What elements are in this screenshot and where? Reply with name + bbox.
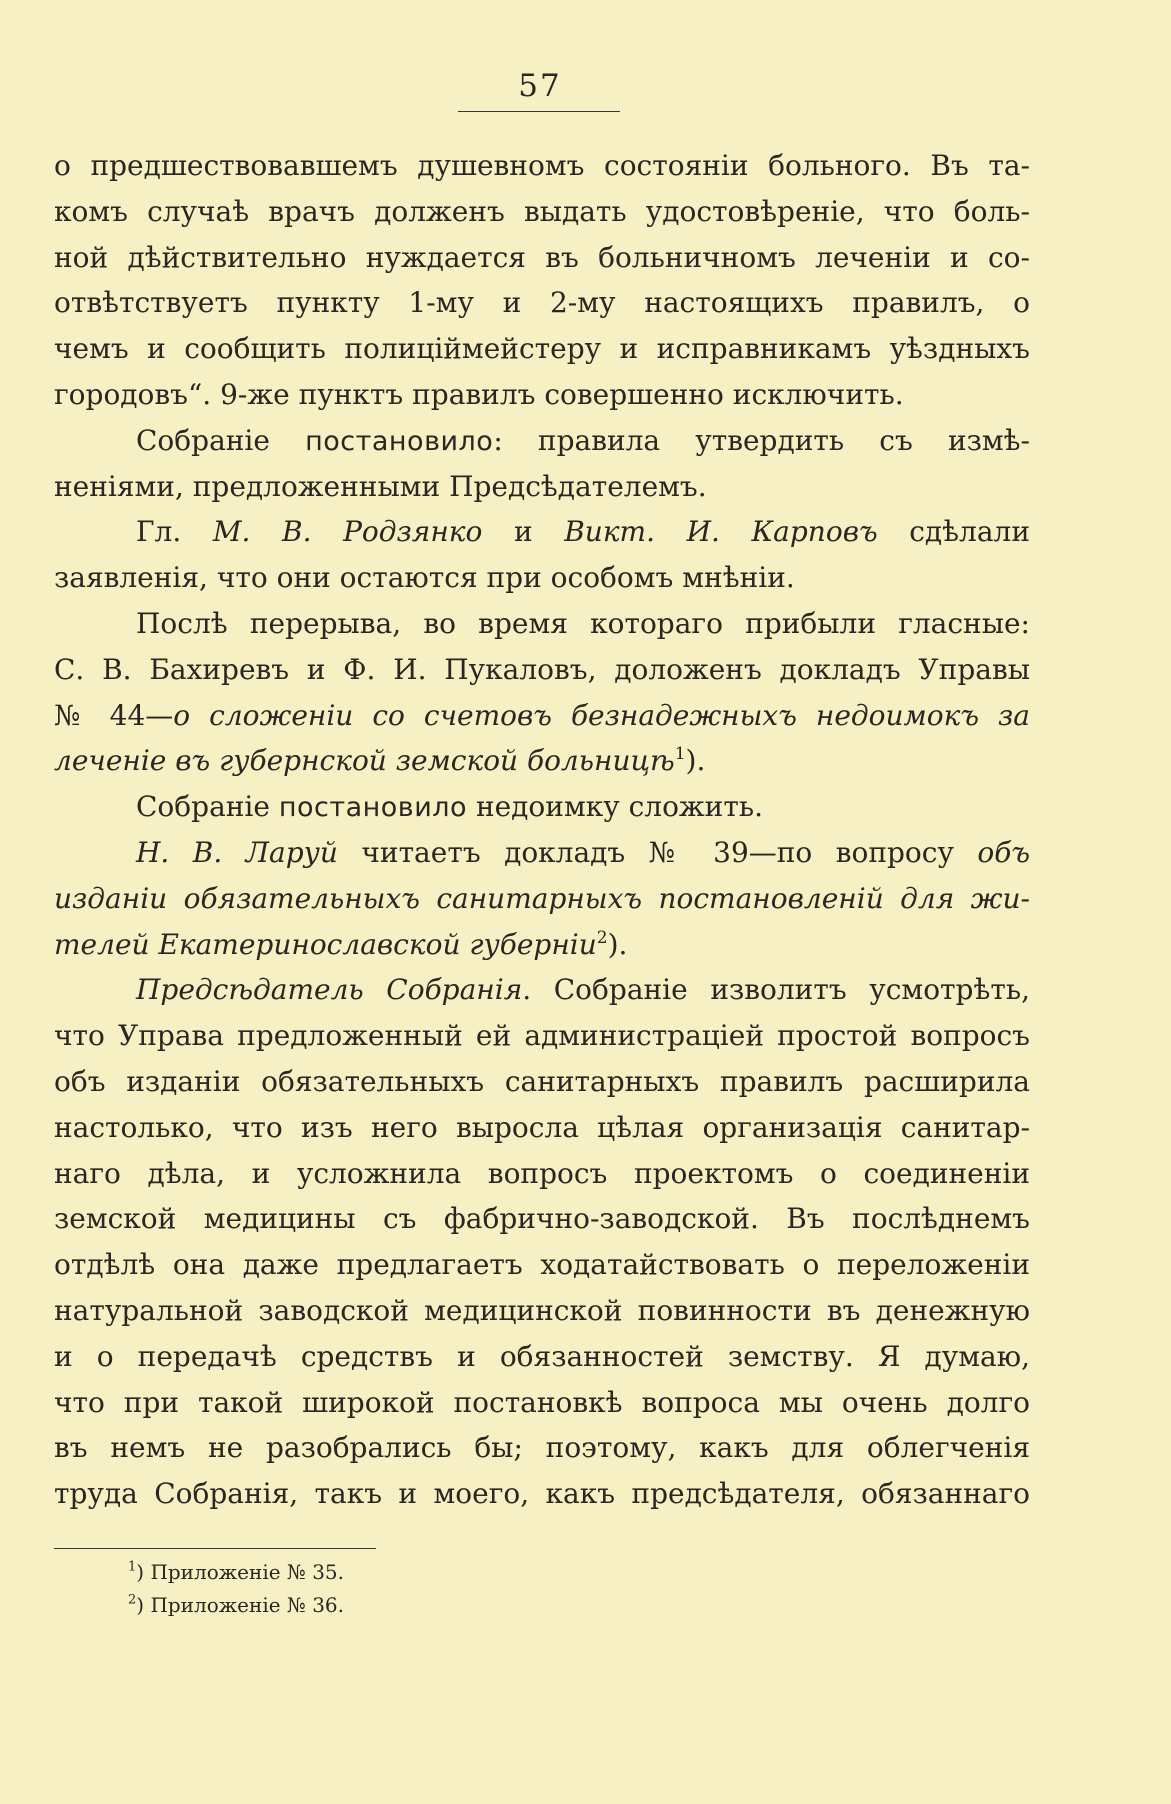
text-segment: земской медицины съ фабрично-заводской. Въ послѣднемъ	[54, 1202, 1030, 1236]
text-segment: отвѣтствуетъ пункту 1-му и 2-му настоящихъ правилъ, о	[54, 286, 1030, 320]
text-segment: въ немъ не разобрались бы; поэтому, какъ для облегченія	[54, 1431, 1030, 1465]
text-line	[54, 1288, 1030, 1334]
text-segment: : правила утвердить съ измѣ-	[493, 423, 1030, 457]
text-line	[54, 1196, 1030, 1242]
footnote	[128, 1589, 344, 1622]
text-line	[54, 1334, 1030, 1380]
footnotes	[128, 1556, 344, 1622]
text-line	[54, 922, 1030, 968]
text-line	[54, 1105, 1030, 1151]
text-segment: отдѣлѣ она даже предлагаетъ ходатайствовать о переложеніи	[54, 1248, 1030, 1282]
text-line	[54, 830, 1030, 876]
footnote-reference: 1	[674, 744, 686, 765]
text-segment: заявленія, что они остаются при особомъ мнѣніи.	[54, 561, 795, 595]
footnote-mark: 2	[128, 1592, 137, 1608]
text-segment: ).	[685, 744, 706, 778]
footnote	[128, 1556, 344, 1589]
text-segment: леченіе въ губернской земской больницѣ	[54, 744, 675, 778]
text-segment: ).	[607, 927, 628, 961]
text-segment: постановило	[278, 792, 468, 824]
text-line	[54, 280, 1030, 326]
text-line	[54, 647, 1030, 693]
text-segment: и	[482, 515, 565, 549]
text-line	[54, 1013, 1030, 1059]
text-line	[54, 1242, 1030, 1288]
text-line	[54, 1425, 1030, 1471]
text-line	[54, 464, 1030, 510]
footnote-separator	[54, 1548, 376, 1549]
text-line	[54, 1471, 1030, 1517]
text-line	[54, 372, 1030, 418]
text-segment: комъ случаѣ врачъ долженъ выдать удостовѣреніе, что боль-	[54, 194, 1030, 228]
text-line	[54, 693, 1030, 739]
text-segment: постановило	[305, 425, 494, 457]
text-segment: Собраніе	[136, 423, 306, 457]
text-segment: Собраніе	[136, 790, 279, 824]
text-line	[54, 1380, 1030, 1426]
text-line	[54, 235, 1030, 281]
text-segment: и о передачѣ средствъ и обязанностей земству. Я думаю,	[54, 1339, 1030, 1373]
footnote-mark: 1	[128, 1559, 137, 1575]
footnote-text: ) Приложеніе № 35.	[136, 1560, 345, 1584]
text-line	[54, 784, 1030, 830]
text-segment: Н. В. Ларуй	[136, 835, 338, 869]
text-line	[54, 143, 1030, 189]
text-segment: М. В. Родзянко	[212, 515, 483, 549]
text-line	[54, 738, 1030, 784]
text-segment: . Собраніе изволитъ усмотрѣть,	[522, 973, 1030, 1007]
text-segment: труда Собранія, такъ и моего, какъ предсѣдателя, обязаннаго	[54, 1477, 1030, 1511]
text-segment: ной дѣйствительно нуждается въ больничномъ леченіи и со-	[54, 240, 1030, 274]
text-segment: о предшествовавшемъ душевномъ состояніи больного. Въ та-	[54, 149, 1030, 182]
text-segment: объ изданіи обязательныхъ санитарныхъ правилъ расширила	[54, 1064, 1030, 1098]
text-segment: № 44—	[54, 698, 174, 732]
text-segment: о сложеніи со счетовъ безнадежныхъ недоимокъ за	[173, 698, 1030, 732]
page-number-rule	[458, 111, 620, 112]
text-line	[54, 555, 1030, 601]
text-segment: что при такой широкой постановкѣ вопроса мы очень долго	[54, 1385, 1030, 1419]
text-segment: городовъ“. 9-же пунктъ правилъ совершенно исключить.	[54, 377, 904, 411]
text-line	[54, 326, 1030, 372]
text-line	[54, 1151, 1030, 1197]
text-segment: недоимку сложить.	[467, 790, 763, 824]
text-segment: С. В. Бахиревъ и Ф. И. Пукаловъ, доложенъ докладъ Управы	[54, 652, 1030, 686]
text-line	[54, 509, 1030, 555]
text-segment: сдѣлали	[877, 515, 1030, 549]
text-segment: Викт. И. Карповъ	[564, 515, 878, 549]
text-segment: чемъ и сообщить полиціймейстеру и исправникамъ уѣздныхъ	[54, 332, 1030, 366]
text-segment: Гл.	[136, 515, 213, 549]
text-line	[54, 418, 1030, 464]
text-segment: Предсѣдатель Собранія	[136, 973, 523, 1007]
text-segment: наго дѣла, и усложнила вопросъ проектомъ о соединеніи	[54, 1156, 1030, 1190]
footnote-reference: 2	[596, 927, 608, 948]
text-line	[54, 876, 1030, 922]
page-number: 57	[518, 68, 562, 104]
body-text	[54, 143, 1030, 1517]
text-line	[54, 967, 1030, 1013]
text-segment: читаетъ докладъ № 39—по вопросу	[337, 835, 978, 869]
text-line	[54, 1059, 1030, 1105]
text-segment: настолько, что изъ него выросла цѣлая организація санитар-	[54, 1110, 1030, 1144]
text-line	[54, 601, 1030, 647]
text-segment: Послѣ перерыва, во время котораго прибыли гласные:	[136, 606, 1030, 640]
text-line	[54, 189, 1030, 235]
text-segment: что Управа предложенный ей администраціей простой вопросъ	[54, 1019, 1030, 1053]
text-segment: объ	[977, 835, 1030, 869]
text-segment: неніями, предложенными Предсѣдателемъ.	[54, 469, 707, 503]
footnote-text: ) Приложеніе № 36.	[136, 1593, 345, 1617]
text-segment: изданіи обязательныхъ санитарныхъ постановленій для жи-	[54, 881, 1030, 915]
text-segment: натуральной заводской медицинской повинности въ денежную	[54, 1293, 1030, 1327]
text-segment: телей Екатеринославской губерніи	[54, 927, 597, 961]
